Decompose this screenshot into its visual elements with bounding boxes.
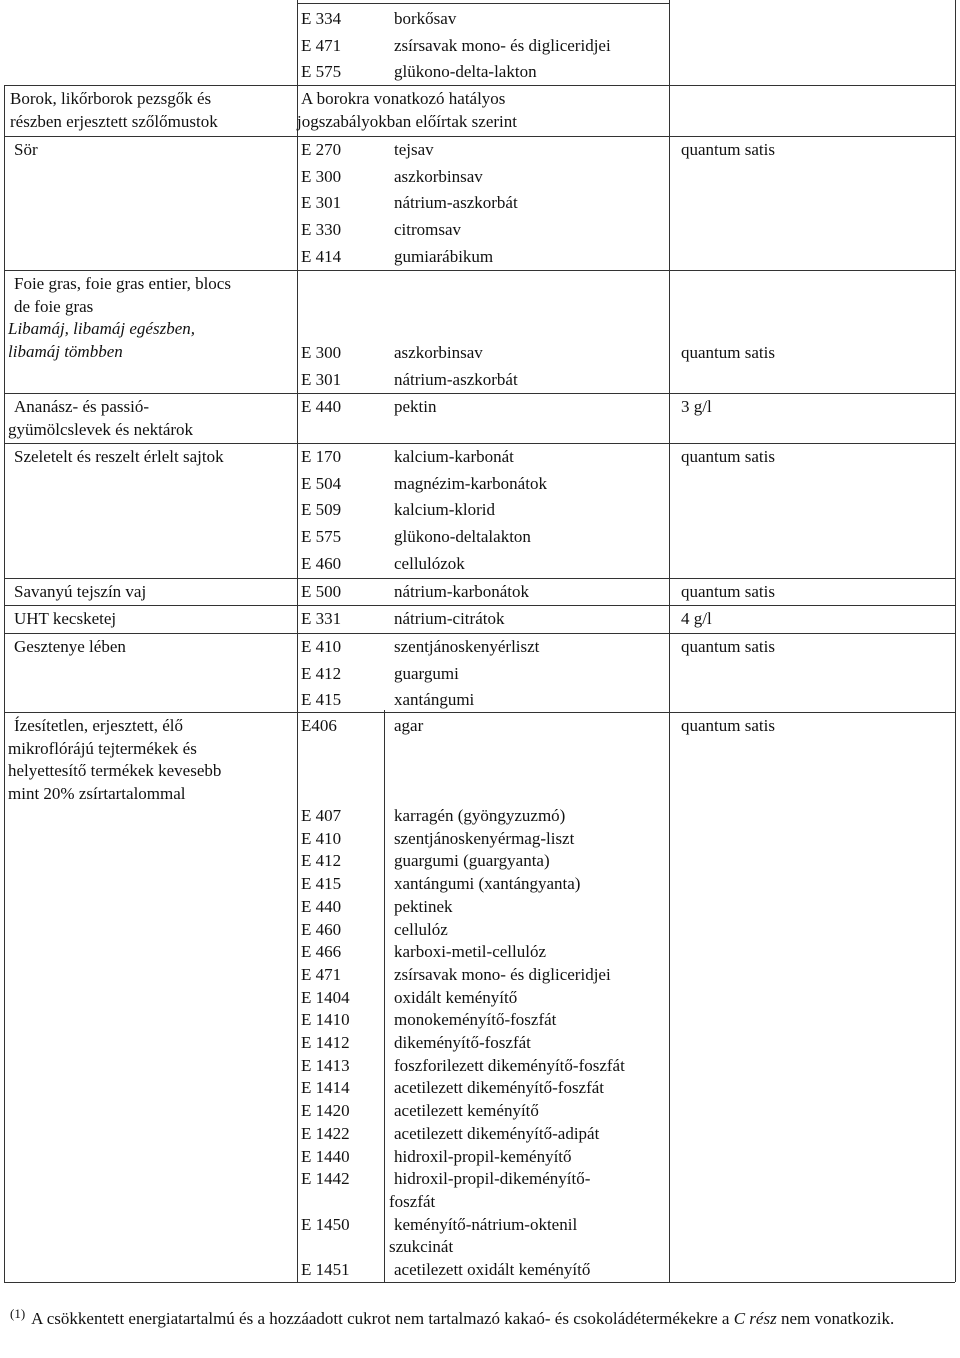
row-label: Foie gras, foie gras entier, blocs [14,274,231,293]
quantity-value: quantum satis [681,140,775,159]
e-number: E 504 [301,473,342,493]
e-number: E 500 [301,582,342,601]
row-label: de foie gras [14,296,94,316]
e-number: E 300 [301,166,342,186]
e-number: E 1450 [301,1214,350,1234]
e-number: E 1422 [301,1123,350,1143]
e-number: E 1410 [301,1010,350,1030]
e-number: E 407 [301,806,342,825]
e-number: E406 [301,716,337,735]
e-number: E 414 [301,246,342,266]
e-number: E 1412 [301,1033,350,1052]
e-number: E 575 [301,62,342,82]
additive-name: hidroxil-propil-dikeményítő- [394,1169,591,1189]
e-number: E 1420 [301,1101,350,1121]
additive-name: dikeményítő-foszfát [394,1033,531,1052]
additive-name-continued: szukcinát [389,1237,454,1257]
e-number: E 330 [301,220,342,240]
additive-name: agar [394,716,424,735]
additive-name: nátrium-karbonátok [394,582,530,601]
footnote-marker: (1) [10,1306,26,1321]
row-label: Savanyú tejszín vaj [14,582,147,601]
additive-name: acetilezett keményítő [394,1101,539,1121]
e-number: E 301 [301,369,342,389]
e-number: E 415 [301,874,342,894]
additive-name: tejsav [394,140,434,159]
row-divider [4,85,955,86]
additive-name: borkősav [394,9,457,28]
additive-name: nátrium-aszkorbát [394,369,518,389]
quantity-value: quantum satis [681,582,775,601]
additive-name-continued: foszfát [389,1191,436,1211]
e-number: E 301 [301,193,342,213]
e-number: E 270 [301,140,342,159]
additive-name: szentjánoskenyérmag-liszt [394,828,575,848]
e-number: E 334 [301,9,342,28]
additive-name: zsírsavak mono- és digliceridjei [394,964,611,984]
row-label: Szeletelt és reszelt érlelt sajtok [14,447,224,466]
row-label: részben erjesztett szőlőmustok [10,111,218,131]
column-divider-quantity [669,0,670,1282]
row-label: Borok, likőrborok pezsgők és [10,89,212,108]
table-border-left [4,85,5,1282]
row-divider [4,712,955,713]
regulation-note: jogszabályokban előírtak szerint [297,111,517,131]
quantity-value: quantum satis [681,343,775,362]
e-number: E 471 [301,964,342,984]
quantity-value: 4 g/l [681,609,712,628]
row-divider [4,578,955,579]
e-number: E 412 [301,663,342,683]
row-divider [4,270,955,271]
e-number: E 1442 [301,1169,350,1189]
e-number: E 575 [301,527,342,547]
additive-name: cellulóz [394,919,448,939]
e-number: E 331 [301,609,342,628]
e-number: E 410 [301,637,342,656]
table-border-right [955,0,956,1282]
e-number: E 170 [301,447,342,466]
additive-name: acetilezett dikeményítő-adipát [394,1123,600,1143]
quantity-value: 3 g/l [681,397,712,416]
footnote-text-before: A csökkentett energiatartalmú és a hozzáadott cukrot nem tartalmazó kakaó- és csokoládétermékekre a [31,1309,734,1328]
additive-name: guargumi (guargyanta) [394,851,550,871]
additive-name: pektinek [394,896,453,916]
additive-name: nátrium-citrátok [394,609,505,628]
row-label: mint 20% zsírtartalommal [8,783,186,803]
additive-name: kalcium-klorid [394,500,496,520]
additive-name: glükono-delta-lakton [394,62,537,82]
additive-name: aszkorbinsav [394,343,483,362]
column-divider-name [384,710,385,1282]
regulation-note: A borokra vonatkozó hatályos [301,89,506,108]
row-divider [4,136,955,137]
row-label: mikroflórájú tejtermékek és [8,738,197,758]
row-label: Ízesítetlen, erjesztett, élő [14,716,183,735]
table-border-top [297,3,669,4]
footnote-text-italic: C rész [733,1309,777,1328]
row-label: UHT kecsketej [14,609,117,628]
additive-name: oxidált keményítő [394,987,518,1007]
e-number: E 466 [301,942,342,962]
row-label: Gesztenye lében [14,637,126,656]
additive-name: xantángumi (xantángyanta) [394,874,581,894]
column-divider-code [297,0,298,1282]
additive-name: citromsav [394,220,462,240]
row-divider [4,605,955,606]
e-number: E 410 [301,828,342,848]
e-number: E 1404 [301,987,350,1007]
additive-name: acetilezett oxidált keményítő [394,1260,591,1279]
e-number: E 415 [301,690,342,710]
additive-name: foszforilezett dikeményítő-foszfát [394,1055,625,1075]
additive-name: nátrium-aszkorbát [394,193,518,213]
row-divider [4,443,955,444]
quantity-value: quantum satis [681,637,775,656]
additive-name: karragén (gyöngyzuzmó) [394,806,566,825]
e-number: E 300 [301,343,342,362]
additive-name: acetilezett dikeményítő-foszfát [394,1078,605,1098]
row-divider [4,393,955,394]
e-number: E 412 [301,851,342,871]
row-divider [4,633,955,634]
footnote [10,1303,955,1330]
e-number: E 1451 [301,1260,350,1279]
quantity-value: quantum satis [681,716,775,735]
e-number: E 509 [301,500,342,520]
additive-name: karboxi-metil-cellulóz [394,942,546,962]
row-label: libamáj tömbben [8,341,123,361]
e-number: E 460 [301,919,342,939]
additive-name: xantángumi [394,690,475,710]
e-number: E 440 [301,397,342,416]
additive-name: aszkorbinsav [394,166,483,186]
quantity-value: quantum satis [681,447,775,466]
additive-name: gumiarábikum [394,246,494,266]
additive-name: kalcium-karbonát [394,447,514,466]
additive-name: pektin [394,397,437,416]
row-label: gyümölcslevek és nektárok [8,419,194,439]
additive-name: guargumi [394,663,459,683]
additive-name: zsírsavak mono- és digliceridjei [394,35,611,55]
additive-name: szentjánoskenyérliszt [394,637,540,656]
footnote-text-after: nem vonatkozik. [776,1309,895,1328]
e-number: E 460 [301,553,342,573]
additive-name: cellulózok [394,553,465,573]
additive-name: glükono-deltalakton [394,527,531,547]
additive-name: magnézim-karbonátok [394,473,547,493]
additive-name: hidroxil-propil-keményítő [394,1146,572,1166]
row-label: helyettesítő termékek kevesebb [8,761,222,780]
e-number: E 471 [301,35,342,55]
row-label: Ananász- és passió- [14,397,150,416]
row-label: Sör [14,140,38,159]
e-number: E 1413 [301,1055,350,1075]
table-border-bottom [4,1282,955,1283]
e-number: E 1440 [301,1146,350,1166]
e-number: E 440 [301,896,342,916]
additive-name: keményítő-nátrium-oktenil [394,1214,578,1234]
e-number: E 1414 [301,1078,350,1098]
row-label: Libamáj, libamáj egészben, [8,319,195,338]
additive-name: monokeményítő-foszfát [394,1010,557,1030]
